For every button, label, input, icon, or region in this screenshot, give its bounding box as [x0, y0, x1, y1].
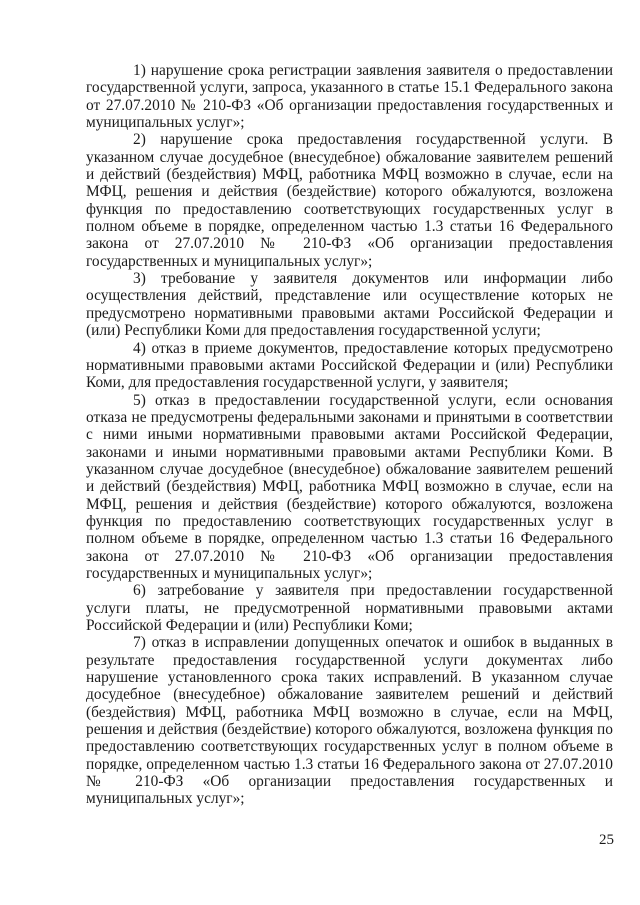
list-item-7: 7) отказ в исправлении допущенных опечаток и ошибок в выданных в результате предоставления государственной услуги документах либо нарушение установленного срока таких исправлений. В указанном случае досудебное (внесудебное) обжалование заявителем решений и действий (бездействия) МФЦ, работника МФЦ возможно в случае, если на МФЦ, решения и действия (бездействие) которого обжалуются, возложена функция по предоставлению соответствующих государственных услуг в полном объеме в порядке, определенном частью 1.3 статьи 16 Федерального закона от 27.07.2010 № 210-ФЗ «Об организации предоставления государственных и муниципальных услуг»;	[86, 634, 613, 808]
list-item-5: 5) отказ в предоставлении государственной услуги, если основания отказа не предусмотрены федеральными законами и принятыми в соответствии с ними иными нормативными правовыми актами Российской Федерации, законами и иными нормативными правовыми актами Республики Коми. В указанном случае досудебное (внесудебное) обжалование заявителем решений и действий (бездействия) МФЦ, работника МФЦ возможно в случае, если на МФЦ, решения и действия (бездействие) которого обжалуются, возложена функция по предоставлению соответствующих государственных услуг в полном объеме в порядке, определенном частью 1.3 статьи 16 Федерального закона от 27.07.2010 № 210-ФЗ «Об организации предоставления государственных и муниципальных услуг»;	[86, 391, 613, 582]
list-item-3: 3) требование у заявителя документов или информации либо осуществления действий, представление или осуществление которых не предусмотрено нормативными правовыми актами Российской Федерации и (или) Республики Коми для предоставления государственной услуги;	[86, 270, 613, 340]
list-item-1: 1) нарушение срока регистрации заявления заявителя о предоставлении государственной услуги, запроса, указанного в статье 15.1 Федерального закона от 27.07.2010 № 210-ФЗ «Об организации предоставления государственных и муниципальных услуг»;	[86, 62, 613, 132]
page-number: 25	[599, 832, 614, 848]
document-body	[86, 62, 613, 808]
list-item-2: 2) нарушение срока предоставления государственной услуги. В указанном случае досудебное (внесудебное) обжалование заявителем решений и действий (бездействия) МФЦ, работника МФЦ возможно в случае, если на МФЦ, решения и действия (бездействие) которого обжалуются, возложена функция по предоставлению соответствующих государственных услуг в полном объеме в порядке, определенном частью 1.3 статьи 16 Федерального закона от 27.07.2010 № 210-ФЗ «Об организации предоставления государственных и муниципальных услуг»;	[86, 131, 613, 270]
list-item-6: 6) затребование у заявителя при предоставлении государственной услуги платы, не предусмотренной нормативными правовыми актами Российской Федерации и (или) Республики Коми;	[86, 582, 613, 634]
list-item-4: 4) отказ в приеме документов, предоставление которых предусмотрено нормативными правовыми актами Российской Федерации и (или) Республики Коми, для предоставления государственной услуги, у заявителя;	[86, 339, 613, 392]
